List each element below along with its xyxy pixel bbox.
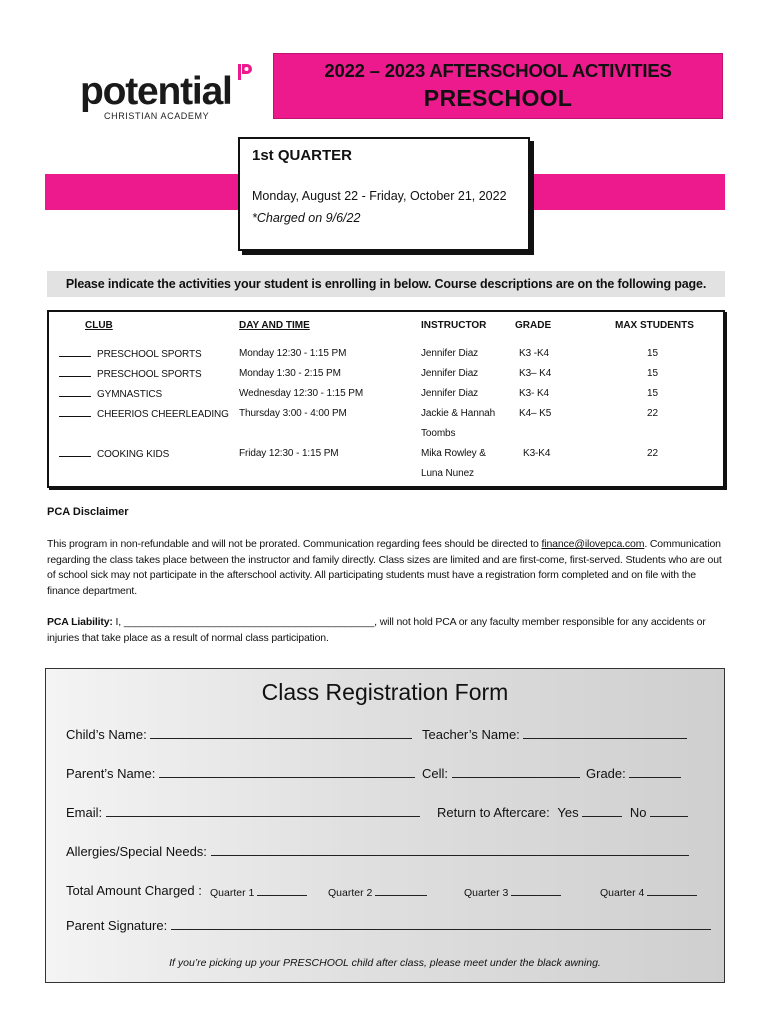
quarter-1-row xyxy=(210,885,307,899)
signature-row xyxy=(66,918,711,933)
parent-name-label: Parent’s Name: xyxy=(66,766,156,781)
quarter-2-row xyxy=(328,885,427,899)
quarter-3-field[interactable] xyxy=(511,885,561,896)
teacher-name-field[interactable] xyxy=(523,728,687,739)
no-label: No xyxy=(629,805,647,820)
child-name-label: Child’s Name: xyxy=(66,727,147,742)
max-students-cell: 15 xyxy=(647,368,658,379)
finance-email-link[interactable]: finance@ilovepca.com xyxy=(541,538,645,550)
liability-text: will not hold PCA or any faculty member responsible for any accidents or injuries that take place as a result of normal class participation. xyxy=(47,616,706,644)
liability-label: PCA Liability: xyxy=(47,616,113,628)
instructor-cell: Jennifer Diaz xyxy=(421,388,479,399)
allergies-field[interactable] xyxy=(211,845,689,856)
yes-label: Yes xyxy=(557,805,579,820)
liability-statement xyxy=(47,614,725,646)
yes-field[interactable] xyxy=(582,806,622,817)
grade-field[interactable] xyxy=(629,767,681,778)
quarter-dates: Monday, August 22 - Friday, October 21, 2022 xyxy=(252,189,507,203)
child-name-field[interactable] xyxy=(150,728,412,739)
instructor-cell: Jennifer Diaz xyxy=(421,348,479,359)
day-time-cell: Wednesday 12:30 - 1:15 PM xyxy=(239,388,364,399)
instructor-cell: Jennifer Diaz xyxy=(421,368,479,379)
cell-label: Cell: xyxy=(422,766,449,781)
parent-name-row xyxy=(66,766,415,781)
registration-form xyxy=(45,668,725,983)
selection-blank[interactable] xyxy=(59,408,91,417)
instructor-cell: Mika Rowley & xyxy=(421,448,486,459)
disclaimer-text-part: . Communication regarding the class takes place between the instructor and family directly. Class sizes are limited and are first-come, first-served. Students who are out of school sick may not participate in the afterschool activity. All participating students must have a registration form completed and on file with the finance department. xyxy=(47,538,722,597)
email-label: Email: xyxy=(66,805,103,820)
email-field[interactable] xyxy=(106,806,420,817)
teacher-name-row xyxy=(422,727,687,742)
selection-blank[interactable] xyxy=(59,388,91,397)
instructor-cell: Jackie & Hannah xyxy=(421,408,496,419)
cell-field[interactable] xyxy=(452,767,580,778)
table-row xyxy=(59,368,202,380)
quarter-2-label: Quarter 2 xyxy=(328,887,373,899)
quarter-4-label: Quarter 4 xyxy=(600,887,645,899)
form-title: Class Registration Form xyxy=(261,679,509,705)
column-header-max-students: MAX STUDENTS xyxy=(615,320,694,331)
school-logo xyxy=(80,72,280,124)
grade-cell: K4– K5 xyxy=(519,408,552,419)
quarter-3-label: Quarter 3 xyxy=(464,887,509,899)
disclaimer-text xyxy=(47,537,725,599)
max-students-cell: 15 xyxy=(647,388,658,399)
grade-cell: K3- K4 xyxy=(519,388,549,399)
column-header-instructor: INSTRUCTOR xyxy=(421,320,487,331)
table-row xyxy=(59,348,202,360)
disclaimer-text-part: This program in non-refundable and will not be prorated. Communication regarding fees should be directed to xyxy=(47,538,542,550)
max-students-cell: 22 xyxy=(647,448,658,459)
max-students-cell: 15 xyxy=(647,348,658,359)
logo-subtitle: CHRISTIAN ACADEMY xyxy=(104,111,210,121)
quarter-4-row xyxy=(600,885,697,899)
column-header-club: CLUB xyxy=(85,320,113,331)
club-name: CHEERIOS CHEERLEADING xyxy=(97,409,229,420)
header-subtitle: PRESCHOOL xyxy=(423,85,573,111)
quarter-1-label: Quarter 1 xyxy=(210,887,255,899)
selection-blank[interactable] xyxy=(59,368,91,377)
signature-label: Parent Signature: xyxy=(66,918,168,933)
cell-row xyxy=(422,766,580,781)
quarter-charged-note: *Charged on 9/6/22 xyxy=(252,211,361,225)
day-time-cell: Friday 12:30 - 1:15 PM xyxy=(239,448,339,459)
day-time-cell: Monday 12:30 - 1:15 PM xyxy=(239,348,347,359)
header-banner xyxy=(273,53,723,119)
instructor-cell-continued: Luna Nunez xyxy=(421,468,474,479)
signature-field[interactable] xyxy=(171,919,711,930)
grade-cell: K3-K4 xyxy=(523,448,551,459)
child-name-row xyxy=(66,727,412,742)
club-name: GYMNASTICS xyxy=(97,389,163,400)
no-field[interactable] xyxy=(650,806,688,817)
allergies-row xyxy=(66,844,689,859)
column-header-grade: GRADE xyxy=(515,320,552,331)
allergies-label: Allergies/Special Needs: xyxy=(66,844,207,859)
day-time-cell: Thursday 3:00 - 4:00 PM xyxy=(239,408,347,419)
grade-label: Grade: xyxy=(586,766,626,781)
club-name: COOKING KIDS xyxy=(97,449,170,460)
quarter-info-box xyxy=(238,137,530,251)
total-amount-label: Total Amount Charged : xyxy=(66,883,202,898)
header-title: 2022 – 2023 AFTERSCHOOL ACTIVITIES xyxy=(324,60,672,81)
activities-table xyxy=(47,310,725,488)
table-row xyxy=(59,448,169,460)
quarter-title: 1st QUARTER xyxy=(252,147,353,164)
disclaimer-title: PCA Disclaimer xyxy=(47,506,129,518)
selection-blank[interactable] xyxy=(59,348,91,357)
return-aftercare-label: Return to Aftercare: xyxy=(437,805,550,820)
quarter-2-field[interactable] xyxy=(375,885,427,896)
club-name: PRESCHOOL SPORTS xyxy=(97,369,202,380)
selection-blank[interactable] xyxy=(59,448,91,457)
return-aftercare-row xyxy=(437,805,688,820)
logo-wordmark: potential xyxy=(80,70,232,113)
quarter-1-field[interactable] xyxy=(257,885,307,896)
quarter-4-field[interactable] xyxy=(647,885,697,896)
table-row xyxy=(59,408,229,420)
day-time-cell: Monday 1:30 - 2:15 PM xyxy=(239,368,341,379)
logo-mark-icon xyxy=(236,62,252,82)
grade-cell: K3– K4 xyxy=(519,368,552,379)
instructor-cell-continued: Toombs xyxy=(421,428,456,439)
club-name: PRESCHOOL SPORTS xyxy=(97,349,202,360)
email-row xyxy=(66,805,420,820)
column-header-day-time: DAY AND TIME xyxy=(239,320,310,331)
table-row xyxy=(59,388,162,400)
quarter-3-row xyxy=(464,885,561,899)
grade-cell: K3 -K4 xyxy=(519,348,549,359)
grade-row xyxy=(586,766,681,781)
max-students-cell: 22 xyxy=(647,408,658,419)
teacher-name-label: Teacher’s Name: xyxy=(422,727,520,742)
pickup-footnote: If you’re picking up your PRESCHOOL child after class, please meet under the black awning. xyxy=(169,957,601,969)
liability-name-blank[interactable]: I, ____________________________________________, xyxy=(112,616,377,628)
instruction-banner: Please indicate the activities your student is enrolling in below. Course descriptions are on the following page. xyxy=(47,271,725,297)
parent-name-field[interactable] xyxy=(159,767,415,778)
